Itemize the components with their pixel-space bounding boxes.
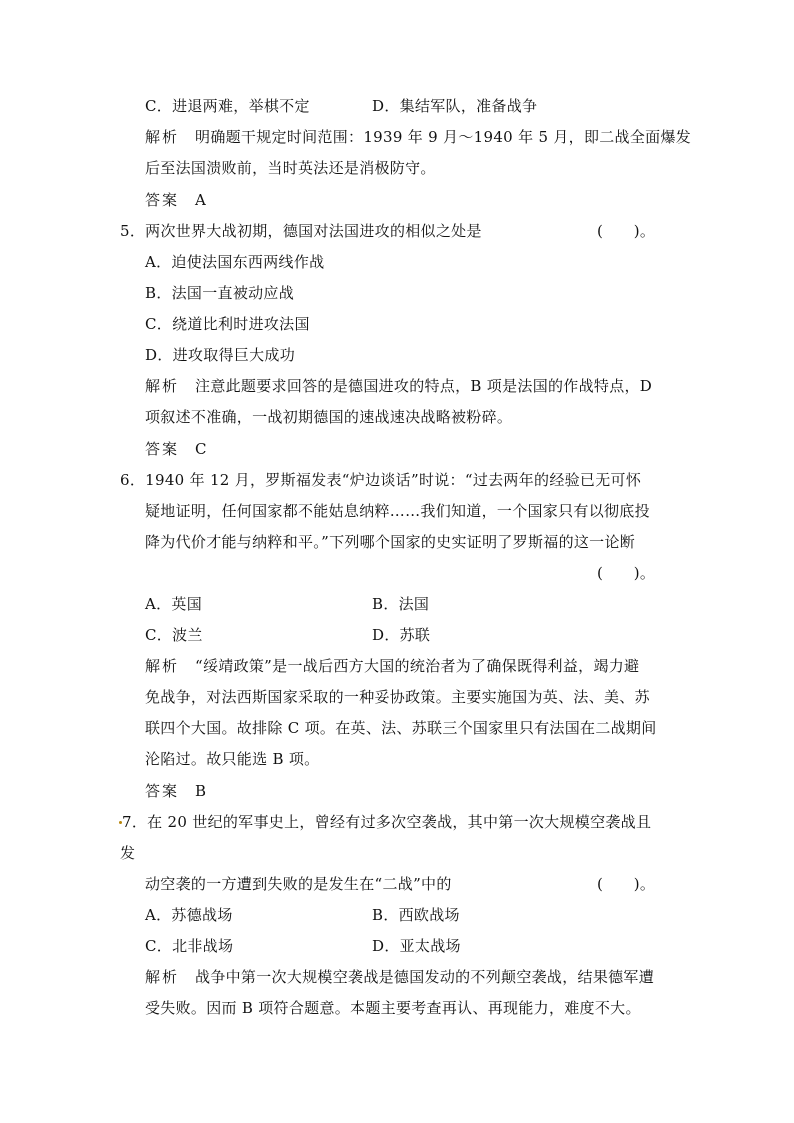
question-7-blank: ( )。 — [597, 875, 656, 893]
solution-q4-line2: 后至法国溃败前，当时英法还是消极防守。 — [145, 159, 436, 177]
question-7-option-c: C．北非战场 — [145, 937, 234, 955]
solution-q6-line4: 沦陷过。故只能选 B 项。 — [145, 750, 320, 768]
solution-q6-line3: 联四个大国。故排除 C 项。在英、法、苏联三个国家里只有法国在二战期间 — [145, 719, 657, 737]
question-6-stem-line1: 6．1940 年 12 月，罗斯福发表“炉边谈话”时说：“过去两年的经验已无可怀 — [120, 471, 642, 489]
answer-value: A — [195, 191, 207, 209]
question-5-option-b: B．法国一直被动应战 — [145, 284, 295, 302]
solution-text: 注意此题要求回答的是德国进攻的特点，B 项是法国的作战特点，D — [195, 377, 653, 395]
solution-label: 解析 — [145, 377, 180, 395]
question-6-stem-line3: 降为代价才能与纳粹和平。”下列哪个国家的史实证明了罗斯福的这一论断 — [145, 533, 636, 551]
solution-text: 战争中第一次大规模空袭战是德国发动的不列颠空袭战，结果德军遭 — [195, 968, 655, 986]
solution-label: 解析 — [145, 128, 180, 146]
answer-label: 答案 — [145, 440, 180, 458]
answer-q5 — [145, 439, 207, 459]
solution-label: 解析 — [145, 657, 180, 675]
question-7-option-b: B．西欧战场 — [372, 906, 460, 924]
solution-q4-line1 — [145, 127, 691, 147]
question-6-option-b: B．法国 — [372, 595, 430, 613]
question-5-stem: 5．两次世界大战初期，德国对法国进攻的相似之处是 — [120, 222, 482, 240]
solution-q7-line1 — [145, 967, 654, 987]
question-7-option-a: A．苏德战场 — [145, 906, 233, 924]
option-d-q4: D．集结军队，准备战争 — [372, 97, 538, 115]
question-6-option-d: D．苏联 — [372, 626, 431, 644]
answer-q4 — [145, 190, 206, 210]
question-7-stem-line1: 7．在 20 世纪的军事史上，曾经有过多次空袭战，其中第一次大规模空袭战且 — [122, 813, 652, 831]
question-5-option-a: A．迫使法国东西两线作战 — [145, 253, 325, 271]
question-5-option-d: D．进攻取得巨大成功 — [145, 346, 296, 364]
answer-value: B — [195, 782, 207, 800]
question-7-stem-line2: 动空袭的一方遭到失败的是发生在“二战”中的 — [145, 875, 452, 893]
solution-text: 明确题干规定时间范围：1939 年 9 月～1940 年 5 月，即二战全面爆发 — [195, 128, 692, 146]
solution-q5-line1 — [145, 376, 652, 396]
solution-q6-line1 — [145, 656, 639, 676]
option-c-q4: C．进退两难，举棋不定 — [145, 97, 310, 115]
answer-label: 答案 — [145, 191, 180, 209]
question-6-blank: ( )。 — [597, 564, 656, 582]
solution-q5-line2: 项叙述不准确，一战初期德国的速战速决战略被粉碎。 — [145, 408, 513, 426]
question-6-stem-line2: 疑地证明，任何国家都不能姑息纳粹……我们知道，一个国家只有以彻底投 — [145, 502, 650, 520]
question-7-stem-line1-wrap: 发 — [120, 844, 136, 862]
question-5-blank: ( )。 — [597, 222, 656, 240]
answer-value: C — [195, 440, 207, 458]
solution-q6-line2: 免战争，对法西斯国家采取的一种妥协政策。主要实施国为英、法、美、苏 — [145, 688, 650, 706]
question-6-option-c: C．波兰 — [145, 626, 203, 644]
answer-label: 答案 — [145, 782, 180, 800]
question-5-option-c: C．绕道比利时进攻法国 — [145, 315, 310, 333]
solution-text: “绥靖政策”是一战后西方大国的统治者为了确保既得利益，竭力避 — [195, 657, 640, 675]
solution-label: 解析 — [145, 968, 180, 986]
solution-q7-line2: 受失败。因而 B 项符合题意。本题主要考查再认、再现能力，难度不大。 — [145, 999, 641, 1017]
answer-q6 — [145, 781, 206, 801]
question-7-option-d: D．亚太战场 — [372, 937, 461, 955]
question-6-option-a: A．英国 — [145, 595, 203, 613]
